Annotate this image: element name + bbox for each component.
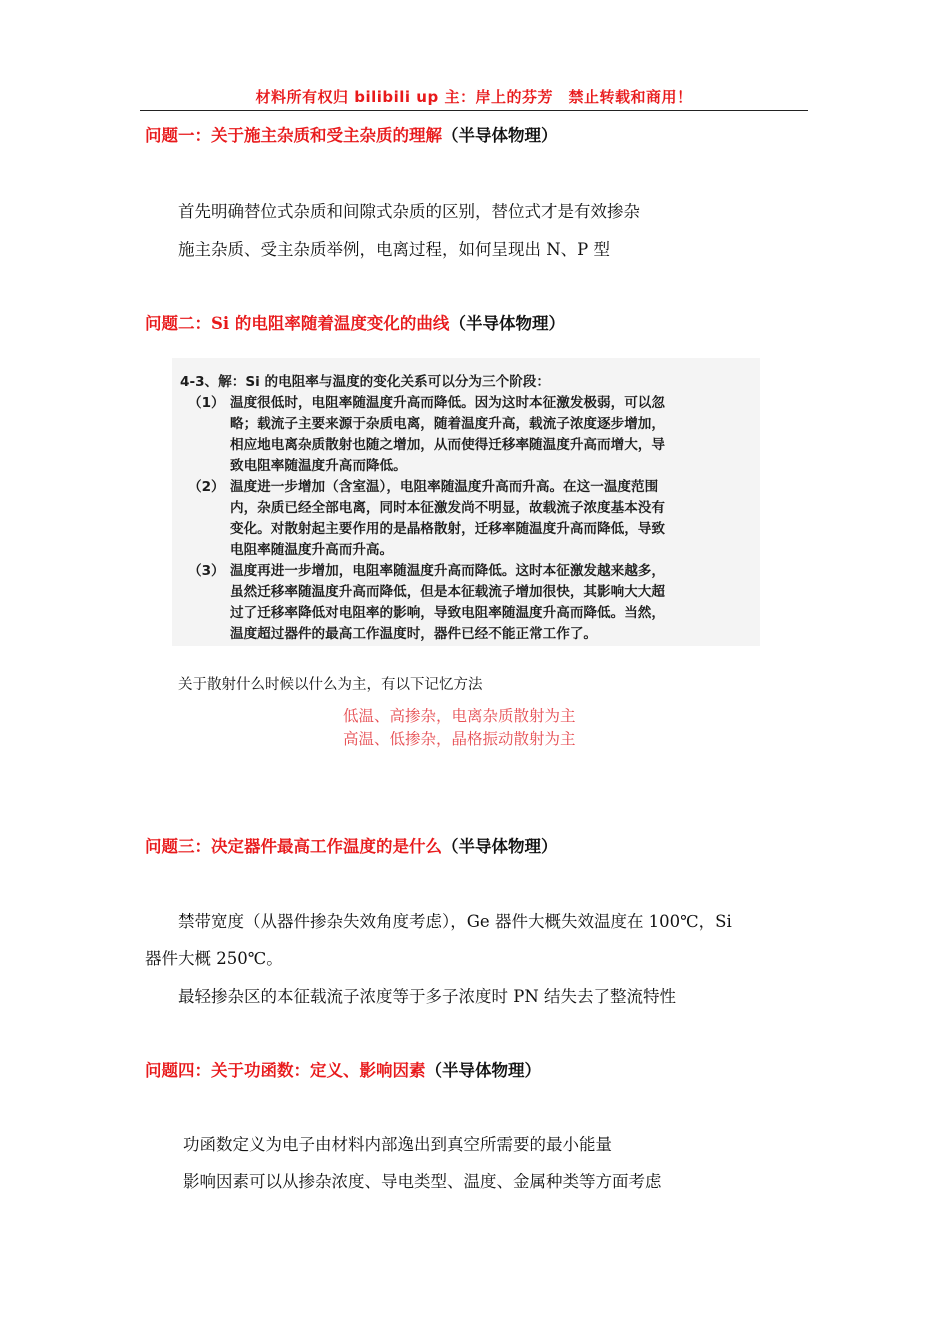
copyright-header: 材料所有权归 bilibili up 主：岸上的芬芳 禁止转载和商用！ — [140, 86, 808, 111]
q1-title — [145, 122, 558, 146]
q4-title-subject: （半导体物理） — [425, 1061, 541, 1080]
q2-title — [145, 310, 565, 334]
q1-line-2: 施主杂质、受主杂质举例，电离过程，如何呈现出 N、P 型 — [178, 240, 611, 259]
scan-intro: 4-3、解：Si 的电阻率与温度的变化关系可以分为三个阶段： — [180, 374, 550, 390]
scan-item-1-line-1: 温度很低时，电阻率随温度升高而降低。因为这时本征激发极弱，可以忽 — [230, 395, 665, 411]
q4-line-2: 影响因素可以从掺杂浓度、导电类型、温度、金属种类等方面考虑 — [183, 1172, 662, 1191]
q1-title-subject: （半导体物理） — [442, 126, 558, 145]
q3-line-3: 最轻掺杂区的本征载流子浓度等于多子浓度时 PN 结失去了整流特性 — [178, 987, 677, 1006]
scan-item-3-line-2: 虽然迁移率随温度升高而降低，但是本征载流子增加很快，其影响大大超 — [230, 584, 665, 600]
scan-item-3-line-3: 过了迁移率降低对电阻率的影响，导致电阻率随温度升高而降低。当然， — [230, 605, 665, 621]
q4-title — [145, 1057, 541, 1081]
scan-item-3-line-1: 温度再进一步增加，电阻率随温度升高而降低。这时本征激发越来越多， — [230, 563, 665, 579]
scan-item-1-line-4: 致电阻率随温度升高而降低。 — [230, 458, 407, 474]
q4-title-main: 问题四：关于功函数：定义、影响因素 — [145, 1061, 426, 1080]
scan-item-3-label: （3） — [188, 563, 225, 579]
q2-title-subject: （半导体物理） — [449, 314, 565, 333]
q4-line-1: 功函数定义为电子由材料内部逸出到真空所需要的最小能量 — [183, 1135, 612, 1154]
q2-title-main: 问题二：Si 的电阻率随着温度变化的曲线 — [145, 314, 450, 333]
scan-item-2-label: （2） — [188, 479, 225, 495]
scan-item-2-line-4: 电阻率随温度升高而升高。 — [230, 542, 394, 558]
scan-item-1-line-2: 略；载流子主要来源于杂质电离，随着温度升高，载流子浓度逐步增加， — [230, 416, 665, 432]
memo-line-1: 低温、高掺杂，电离杂质散射为主 — [343, 707, 576, 725]
memo-intro: 关于散射什么时候以什么为主，有以下记忆方法 — [178, 677, 483, 693]
scan-item-3-line-4: 温度超过器件的最高工作温度时，器件已经不能正常工作了。 — [230, 626, 598, 642]
q1-title-main: 问题一：关于施主杂质和受主杂质的理解 — [145, 126, 442, 145]
q3-title — [145, 833, 558, 857]
scanned-answer-image — [172, 358, 760, 646]
scan-item-2-line-3: 变化。对散射起主要作用的是晶格散射，迁移率随温度升高而降低，导致 — [230, 521, 665, 537]
q3-line-1: 禁带宽度（从器件掺杂失效角度考虑），Ge 器件大概失效温度在 100℃，Si — [178, 912, 732, 931]
scan-item-2-line-1: 温度进一步增加（含室温），电阻率随温度升高而升高。在这一温度范围 — [230, 479, 659, 495]
scan-item-2-line-2: 内，杂质已经全部电离，同时本征激发尚不明显，故载流子浓度基本没有 — [230, 500, 665, 516]
memo-line-2: 高温、低掺杂，晶格振动散射为主 — [343, 730, 576, 748]
scan-item-1-label: （1） — [188, 395, 225, 411]
scan-item-1-line-3: 相应地电离杂质散射也随之增加，从而使得迁移率随温度升高而增大，导 — [230, 437, 665, 453]
q3-line-2: 器件大概 250℃。 — [145, 949, 283, 968]
q3-title-subject: （半导体物理） — [442, 837, 558, 856]
q1-line-1: 首先明确替位式杂质和间隙式杂质的区别，替位式才是有效掺杂 — [178, 202, 640, 221]
q3-title-main: 问题三：决定器件最高工作温度的是什么 — [145, 837, 442, 856]
